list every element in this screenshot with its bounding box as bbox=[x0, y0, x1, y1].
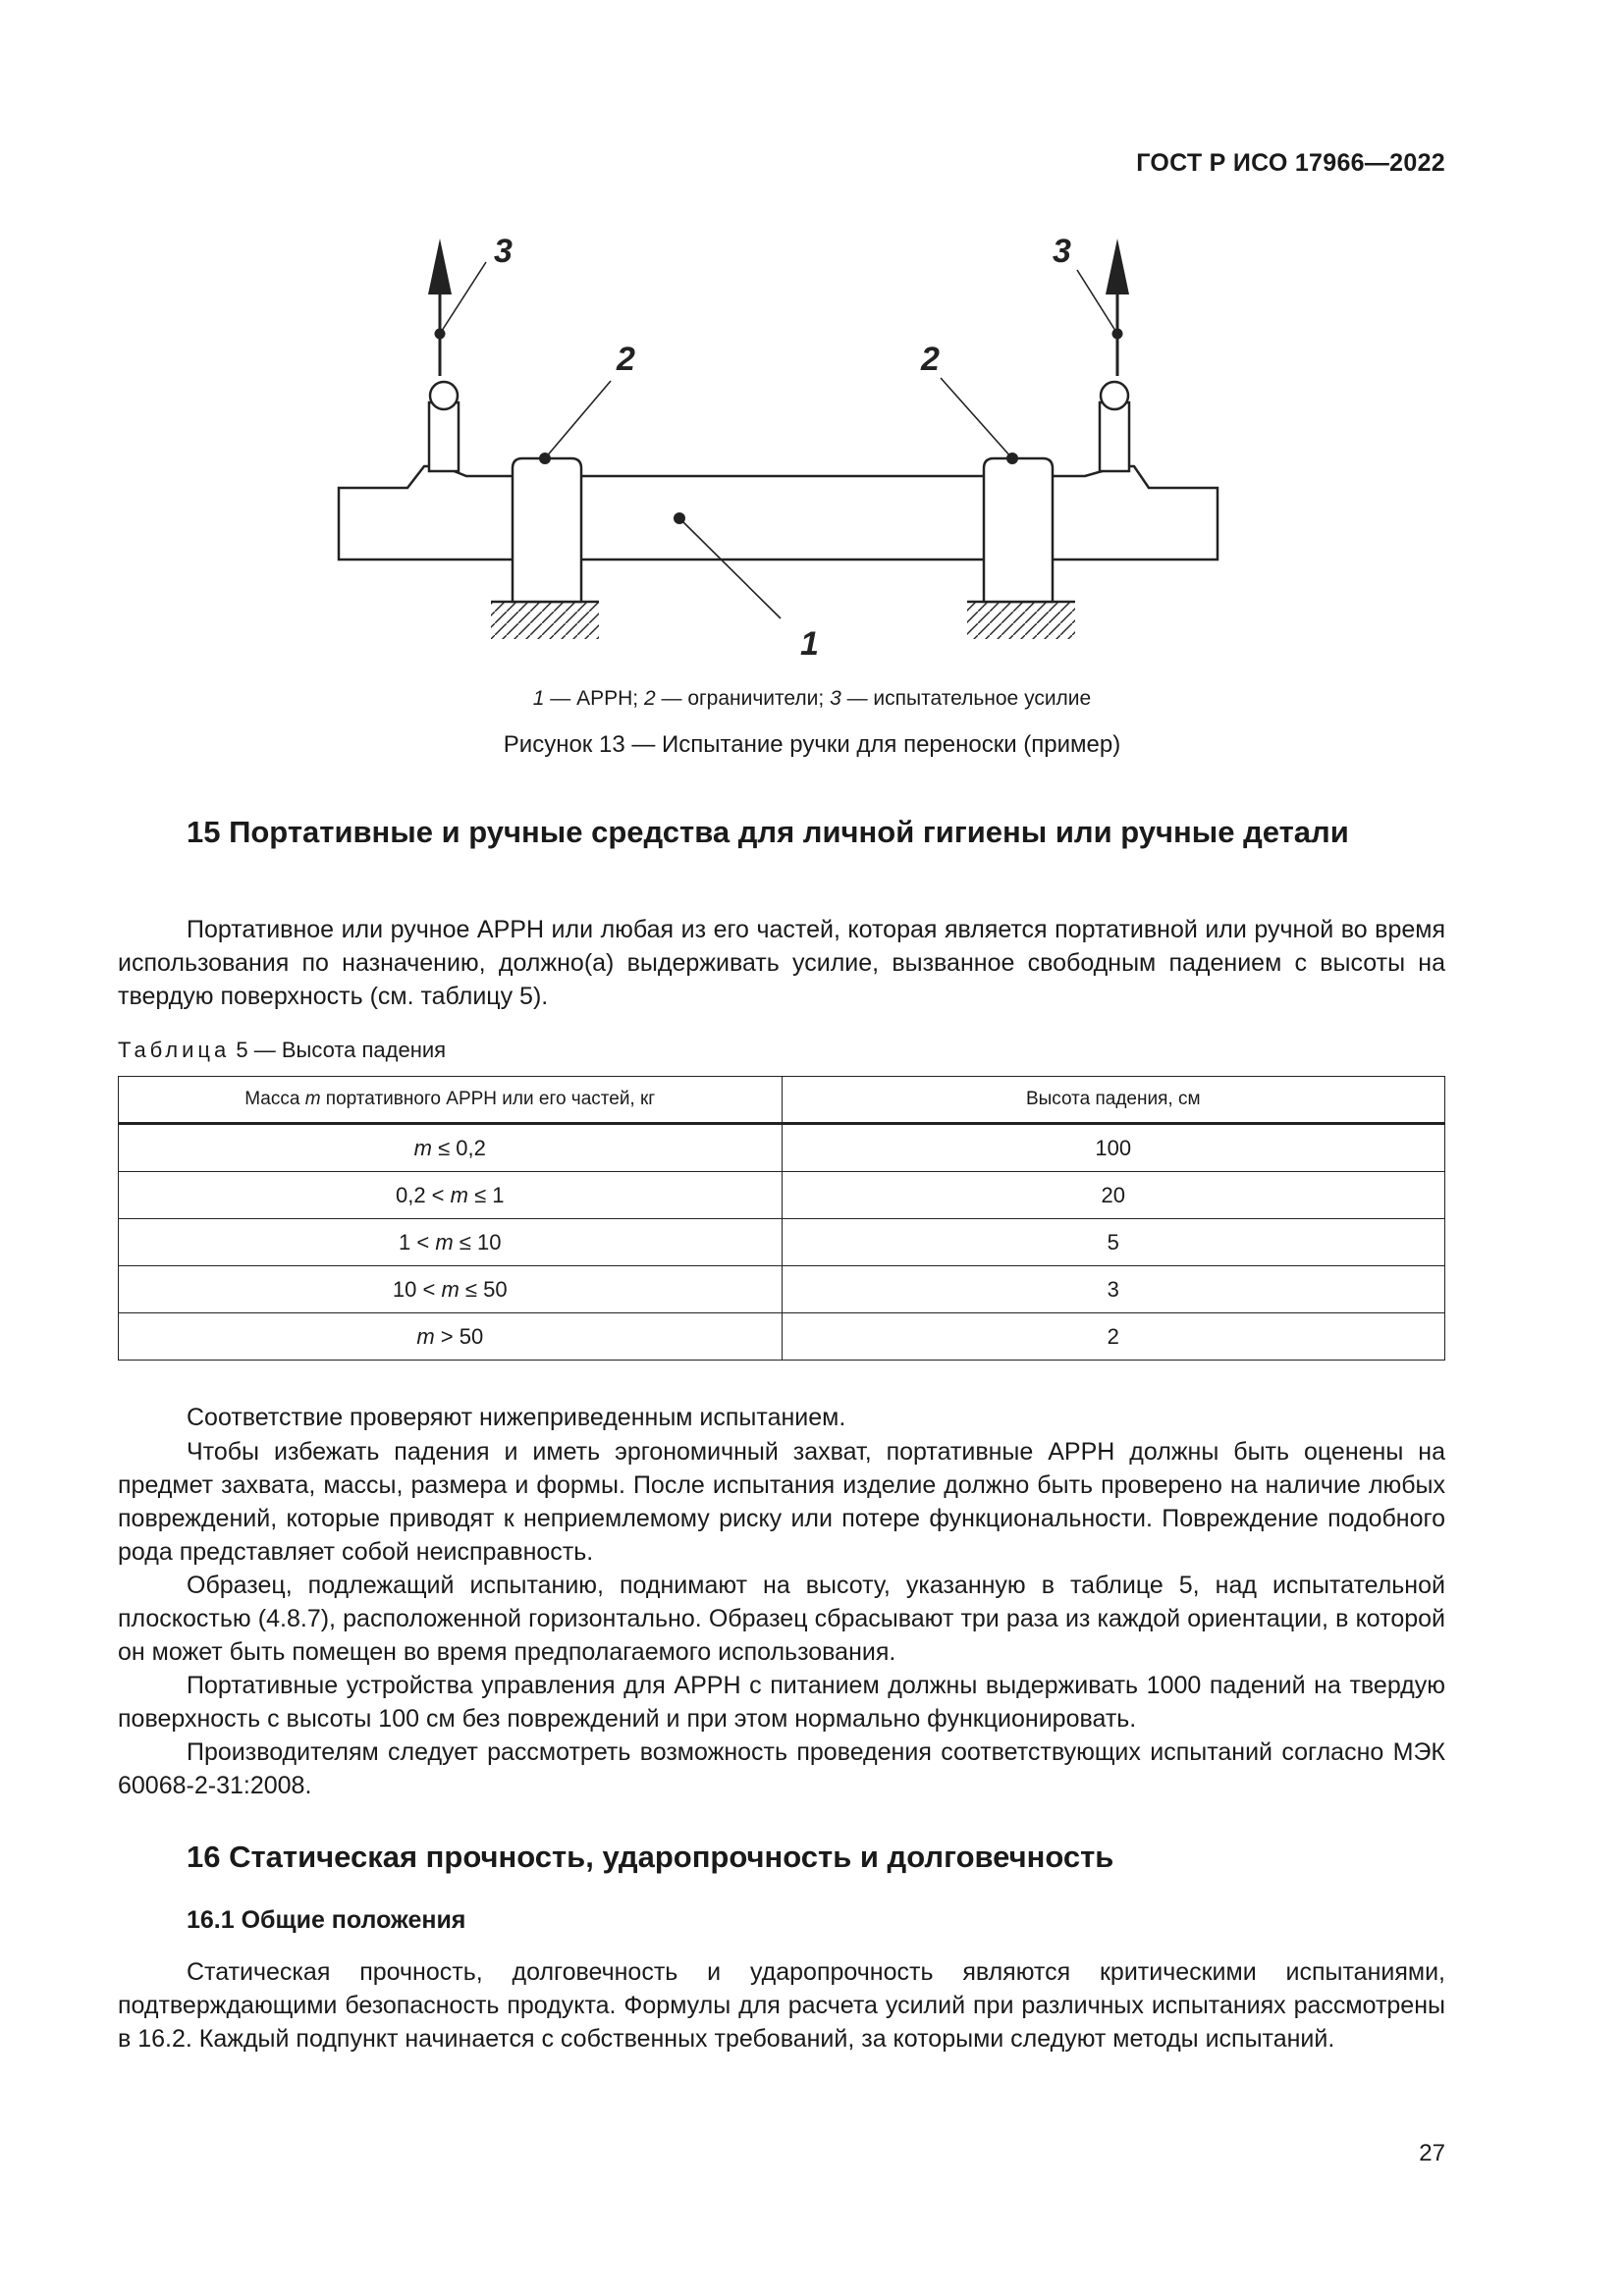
section-15-paragraph-6: Производителям следует рассмотреть возможность проведения соответствующих испытаний согласно МЭК 60068-2-31:2008. bbox=[118, 1738, 1445, 1799]
cell-height: 3 bbox=[782, 1266, 1445, 1313]
section-16-paragraph-1: Статическая прочность, долговечность и ударопрочность являются критическими испытаниями, подтверждающими безопасность продукта. Формулы для расчета усилий при различных испытаниях рассмотрены в 16.2. Каждый подпункт начинается с собственных требований, за которыми следуют методы испытаний. bbox=[118, 1958, 1445, 2053]
section-15-paragraph-5: Портативные устройства управления для АРРН с питанием должны выдерживать 1000 падений на твердую поверхность с высоты 100 см без повреждений и при этом нормально функционировать. bbox=[118, 1672, 1445, 1733]
cell-mass: 0,2 < m ≤ 1 bbox=[119, 1172, 783, 1219]
legend-text-3: — испытательное усилие bbox=[840, 687, 1092, 710]
legend-text-1: — АРРН; bbox=[544, 687, 644, 710]
handle-test-diagram bbox=[295, 211, 1237, 672]
cell-mass: m ≤ 0,2 bbox=[119, 1124, 783, 1172]
table-row bbox=[119, 1124, 1445, 1172]
section-15-paragraph-4: Образец, подлежащий испытанию, поднимают на высоту, указанную в таблице 5, над испытательной плоскостью (4.8.7), расположенной горизонтально. Образец сбрасывают три раза из каждой ориентации, в которой он может быть помещен во время предполагаемого использования. bbox=[118, 1572, 1445, 1666]
table-caption-word: Таблица bbox=[118, 1038, 231, 1062]
cell-mass: 10 < m ≤ 50 bbox=[119, 1266, 783, 1313]
callout-leader-2-right bbox=[941, 378, 1012, 458]
restraint-right bbox=[984, 458, 1053, 602]
cell-mass: 1 < m ≤ 10 bbox=[119, 1219, 783, 1266]
cell-height: 20 bbox=[782, 1172, 1445, 1219]
legend-text-2: — ограничители; bbox=[655, 687, 831, 710]
section-15-paragraph-3: Чтобы избежать падения и иметь эргономичный захват, портативные АРРН должны быть оценены на предмет захвата, массы, размера и формы. После испытания изделие должно быть проверено на наличие любых повреждений, которые приводят к неприемлемому риску или потере функциональности. Повреждение подобного рода представляет собой неисправность. bbox=[118, 1438, 1445, 1566]
cell-height: 2 bbox=[782, 1313, 1445, 1361]
legend-num-2: 2 bbox=[643, 687, 656, 710]
figure-legend bbox=[0, 687, 1624, 711]
callout-label-2-right: 2 bbox=[921, 341, 940, 378]
page-number: 27 bbox=[1419, 2140, 1445, 2166]
force-arrow-left-head bbox=[428, 239, 452, 294]
table-5-caption bbox=[118, 1038, 446, 1063]
section-15-paragraph-2: Соответствие проверяют нижеприведенным испытанием. bbox=[187, 1404, 846, 1431]
section-16-heading: 16 Статическая прочность, ударопрочность и долговечность bbox=[187, 1840, 1114, 1874]
callout-label-3-left: 3 bbox=[494, 233, 513, 270]
ground-hatch-right bbox=[967, 602, 1075, 639]
header-mass: Масса m портативного АРРН или его частей, кг bbox=[119, 1077, 783, 1124]
document-header-id: ГОСТ Р ИСО 17966—2022 bbox=[1136, 149, 1445, 177]
handle-post-left bbox=[429, 402, 459, 471]
table-row bbox=[119, 1266, 1445, 1313]
section-15-paragraph-1: Портативное или ручное АРРН или любая из его частей, которая является портативной или ручной во время использования по назначению, должно(а) выдерживать усилие, вызванное свободным падением с высоты на твердую поверхность (см. таблицу 5). bbox=[118, 916, 1445, 1010]
table-header-row bbox=[119, 1077, 1445, 1124]
callout-leader-2-left bbox=[545, 381, 611, 458]
figure-carrying-handle-test bbox=[295, 211, 1237, 672]
handle-post-right bbox=[1100, 402, 1129, 471]
legend-num-1: 1 bbox=[532, 687, 545, 710]
drop-height-table bbox=[118, 1076, 1445, 1361]
callout-label-2-left: 2 bbox=[617, 341, 635, 378]
ground-hatch-left bbox=[491, 602, 599, 639]
header-drop-height: Высота падения, см bbox=[782, 1077, 1445, 1124]
cell-height: 5 bbox=[782, 1219, 1445, 1266]
handle-knob-right bbox=[1101, 382, 1128, 409]
restraint-left bbox=[513, 458, 581, 602]
section-16-1-heading: 16.1 Общие положения bbox=[187, 1906, 466, 1934]
section-15-heading: 15 Портативные и ручные средства для личной гигиены или ручные детали bbox=[187, 815, 1349, 849]
callout-label-1: 1 bbox=[800, 625, 819, 663]
appliance-body bbox=[339, 466, 1218, 560]
table-caption-rest: 5 — Высота падения bbox=[230, 1038, 447, 1062]
cell-mass: m > 50 bbox=[119, 1313, 783, 1361]
table-row bbox=[119, 1219, 1445, 1266]
cell-height: 100 bbox=[782, 1124, 1445, 1172]
table-row bbox=[119, 1313, 1445, 1361]
table-row bbox=[119, 1172, 1445, 1219]
handle-knob-left bbox=[430, 382, 458, 409]
callout-label-3-right: 3 bbox=[1053, 233, 1071, 270]
legend-num-3: 3 bbox=[830, 687, 841, 710]
force-arrow-right-head bbox=[1106, 239, 1129, 294]
callout-leader-1 bbox=[679, 518, 781, 618]
figure-caption: Рисунок 13 — Испытание ручки для переноски (пример) bbox=[503, 731, 1121, 758]
